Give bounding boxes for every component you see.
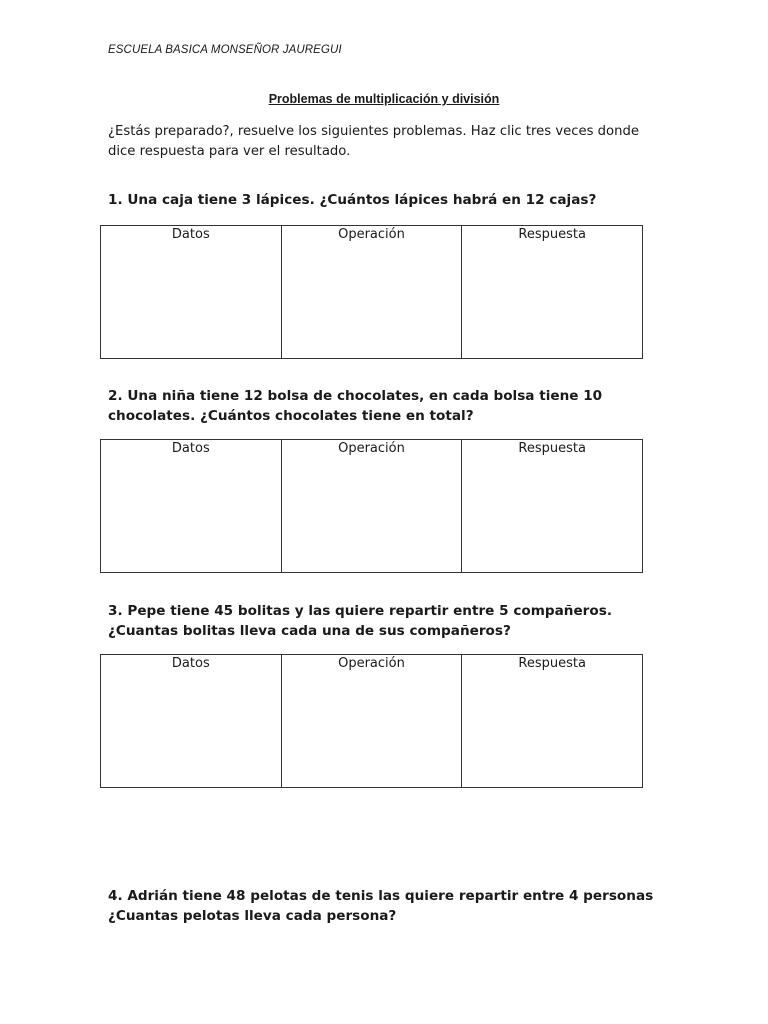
school-name: ESCUELA BASICA MONSEÑOR JAUREGUI	[108, 44, 342, 56]
respuesta-cell[interactable]: Respuesta	[462, 440, 643, 573]
problem-4-text: 4. Adrián tiene 48 pelotas de tenis las quiere repartir entre 4 personas ¿Cuantas pelotas lleva cada persona?	[108, 888, 654, 924]
problem-3-table	[100, 654, 643, 788]
datos-cell[interactable]: Datos	[101, 226, 282, 359]
operacion-cell[interactable]: Operación	[281, 440, 462, 573]
respuesta-cell[interactable]: Respuesta	[462, 226, 643, 359]
datos-cell[interactable]: Datos	[101, 440, 282, 573]
problem-3-text: 3. Pepe tiene 45 bolitas y las quiere repartir entre 5 compañeros. ¿Cuantas bolitas lleva cada una de sus compañeros?	[108, 603, 612, 639]
respuesta-cell[interactable]: Respuesta	[462, 655, 643, 788]
problem-1-table	[100, 225, 643, 359]
page-title: Problemas de multiplicación y división	[268, 92, 500, 106]
operacion-cell[interactable]: Operación	[281, 655, 462, 788]
datos-cell[interactable]: Datos	[101, 655, 282, 788]
problem-1-text: 1. Una caja tiene 3 lápices. ¿Cuántos lápices habrá en 12 cajas?	[108, 192, 597, 208]
problem-2-table	[100, 439, 643, 573]
intro-text: ¿Estás preparado?, resuelve los siguientes problemas. Haz clic tres veces donde dice respuesta para ver el resultado.	[108, 124, 639, 159]
problem-2-text: 2. Una niña tiene 12 bolsa de chocolates, en cada bolsa tiene 10 chocolates. ¿Cuántos chocolates tiene en total?	[108, 388, 603, 424]
operacion-cell[interactable]: Operación	[281, 226, 462, 359]
